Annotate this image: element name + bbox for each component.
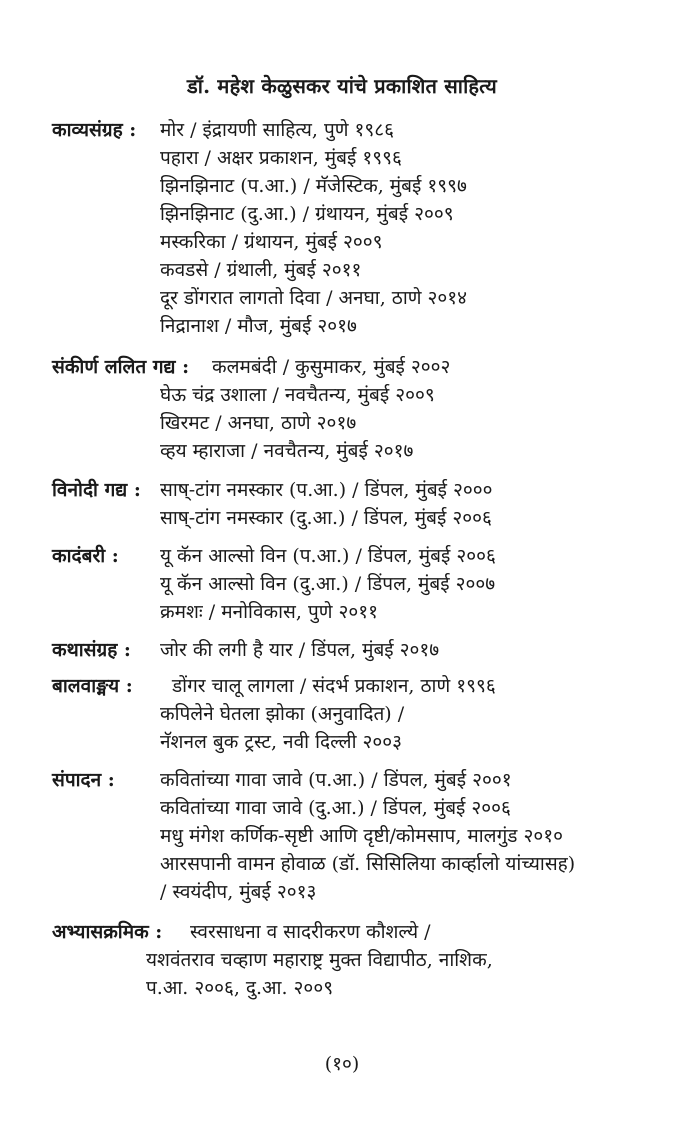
- entry-list: [160, 672, 496, 756]
- entry: यू कॅन आल्सो विन (दु.आ.) / डिंपल, मुंबई २००७: [160, 573, 496, 595]
- entry: कपिलेने घेतला झोका (अनुवादित) /: [160, 703, 405, 725]
- entry: डोंगर चालू लागला / संदर्भ प्रकाशन, ठाणे १९९६: [172, 675, 496, 697]
- entry-list: [160, 542, 496, 626]
- entry-list: [160, 116, 467, 340]
- entry: / स्वयंदीप, मुंबई २०१३: [160, 881, 317, 903]
- entry-list: [146, 918, 493, 1002]
- entry: मोर / इंद्रायणी साहित्य, पुणे १९८६: [160, 119, 395, 141]
- entry-list: [160, 476, 493, 532]
- entry: कवितांच्या गावा जावे (प.आ.) / डिंपल, मुंबई २००१: [160, 769, 512, 791]
- entry: यशवंतराव चव्हाण महाराष्ट्र मुक्त विद्यापीठ, नाशिक,: [146, 949, 493, 971]
- entry: स्वरसाधना व सादरीकरण कौशल्ये /: [190, 921, 431, 943]
- entry: घेऊ चंद्र उशाला / नवचैतन्य, मुंबई २००९: [160, 384, 435, 406]
- entry: दूर डोंगरात लागतो दिवा / अनघा, ठाणे २०१४: [160, 287, 468, 309]
- entry: खिरमट / अनघा, ठाणे २०१७: [160, 412, 357, 434]
- entry: यू कॅन आल्सो विन (प.आ.) / डिंपल, मुंबई २००६: [160, 545, 496, 567]
- entry-list: [160, 353, 451, 465]
- entry: मधु मंगेश कर्णिक-सृष्टी आणि दृष्टी/कोमसाप, मालगुंड २०१०: [160, 825, 563, 847]
- section-label: कथासंग्रह :: [52, 639, 131, 661]
- section-label: संकीर्ण ललित गद्य :: [52, 356, 190, 378]
- section-label: बालवाङ्मय :: [52, 675, 133, 697]
- entry-list: [160, 636, 439, 664]
- entry: आरसपानी वामन होवाळ (डॉ. सिसिलिया कार्व्हालो यांच्यासह): [160, 853, 576, 875]
- entry: जोर की लगी है यार / डिंपल, मुंबई २०१७: [160, 639, 440, 661]
- section-label: कादंबरी :: [52, 545, 119, 567]
- section-label: विनोदी गद्य :: [52, 479, 141, 501]
- entry: मस्करिका / ग्रंथायन, मुंबई २००९: [160, 231, 383, 253]
- section-label: संपादन :: [52, 769, 115, 791]
- page-number: (१०): [324, 1053, 360, 1075]
- page-title: डॉ. महेश केळुसकर यांचे प्रकाशित साहित्य: [187, 74, 497, 98]
- entry: साष्‌-टांग नमस्कार (दु.आ.) / डिंपल, मुंबई २००६: [160, 507, 492, 529]
- entry: प.आ. २००६, दु.आ. २००९: [146, 977, 334, 999]
- entry: नॅशनल बुक ट्रस्ट, नवी दिल्ली २००३: [160, 731, 403, 753]
- entry: कवडसे / ग्रंथाली, मुंबई २०११: [160, 259, 362, 281]
- section-label: अभ्यासक्रमिक :: [52, 921, 163, 943]
- entry-list: [160, 766, 575, 906]
- entry: क्रमशः / मनोविकास, पुणे २०११: [160, 601, 379, 623]
- entry: साष्‌-टांग नमस्कार (प.आ.) / डिंपल, मुंबई २०००: [160, 479, 493, 501]
- entry: निद्रानाश / मौज, मुंबई २०१७: [160, 315, 357, 337]
- entry: कवितांच्या गावा जावे (दु.आ.) / डिंपल, मुंबई २००६: [160, 797, 511, 819]
- section-label: काव्यसंग्रह :: [52, 119, 137, 141]
- entry: पहारा / अक्षर प्रकाशन, मुंबई १९९६: [160, 147, 402, 169]
- entry: व्हय म्हाराजा / नवचैतन्य, मुंबई २०१७: [160, 440, 414, 462]
- entry: झिनझिनाट (दु.आ.) / ग्रंथायन, मुंबई २००९: [160, 203, 454, 225]
- entry: झिनझिनाट (प.आ.) / मॅजेस्टिक, मुंबई १९९७: [160, 175, 467, 197]
- entry: कलमबंदी / कुसुमाकर, मुंबई २००२: [212, 356, 451, 378]
